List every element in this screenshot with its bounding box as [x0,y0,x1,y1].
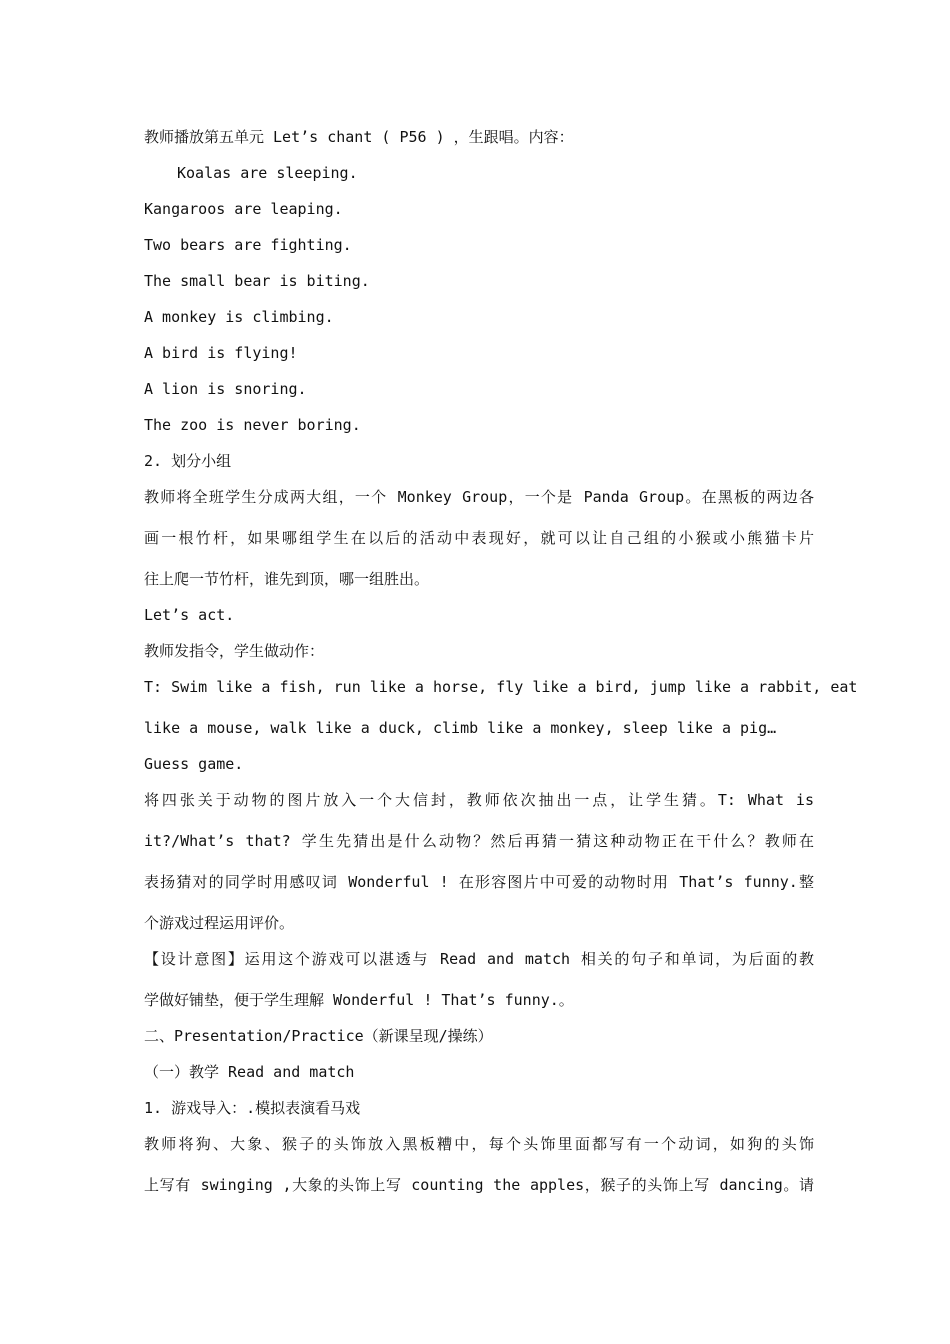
subsection-heading: 1. 游戏导入：.模拟表演看马戏 [144,1099,361,1117]
text-line: 将四张关于动物的图片放入一个大信封，教师依次抽出一点，让学生猜。T: What is [144,791,814,809]
text-line: Guess game. [144,755,244,773]
subsection-heading: （一）教学 Read and match [144,1063,355,1081]
text-line: it?/What’s that? 学生先猜出是什么动物？然后再猜一猜这种动物正在干什么？教师在 [144,832,814,850]
chant-line: Two bears are fighting. [144,236,352,254]
chant-line: A bird is flying! [144,344,298,362]
text-line: 上写有 swinging ,大象的头饰上写 counting the apples，猴子的头饰上写 dancing。请 [144,1176,814,1194]
text-line: 画一根竹杆，如果哪组学生在以后的活动中表现好，就可以让自己组的小猴或小熊猫卡片 [144,529,814,547]
section-heading: 2. 划分小组 [144,452,232,470]
text-line: Let’s act. [144,606,235,624]
chant-line: The small bear is biting. [144,272,370,290]
section-heading: 二、Presentation/Practice（新课呈现/操练） [144,1027,493,1045]
chant-line: Kangaroos are leaping. [144,200,343,218]
text-line: 表扬猜对的同学时用感叹词 Wonderful ! 在形容图片中可爱的动物时用 That’s funny.整 [144,873,814,891]
text-line: 往上爬一节竹杆，谁先到顶，哪一组胜出。 [144,570,430,588]
text-line: 教师播放第五单元 Let’s chant ( P56 ) ，生跟唱。内容： [144,128,574,146]
chant-line: A monkey is climbing. [144,308,334,326]
design-intent-line: 学做好铺垫，便于学生理解 Wonderful ! That’s funny.。 [144,991,574,1009]
text-line: 个游戏过程运用评价。 [144,914,295,932]
chant-line: A lion is snoring. [144,380,307,398]
text-line: like a mouse, walk like a duck, climb like a monkey, sleep like a pig… [144,719,777,737]
text-line: T: Swim like a fish, run like a horse, fly like a bird, jump like a rabbit, eat [144,678,858,696]
text-line: 教师发指令，学生做动作： [144,642,325,660]
design-intent-line: 【设计意图】运用这个游戏可以湛透与 Read and match 相关的句子和单词，为后面的教 [144,950,814,968]
chant-line: Koalas are sleeping. [177,164,358,182]
text-line: 教师将全班学生分成两大组，一个 Monkey Group，一个是 Panda Group。在黑板的两边各 [144,488,814,506]
text-line: 教师将狗、大象、猴子的头饰放入黑板糟中，每个头饰里面都写有一个动词，如狗的头饰 [144,1135,814,1153]
chant-line: The zoo is never boring. [144,416,361,434]
